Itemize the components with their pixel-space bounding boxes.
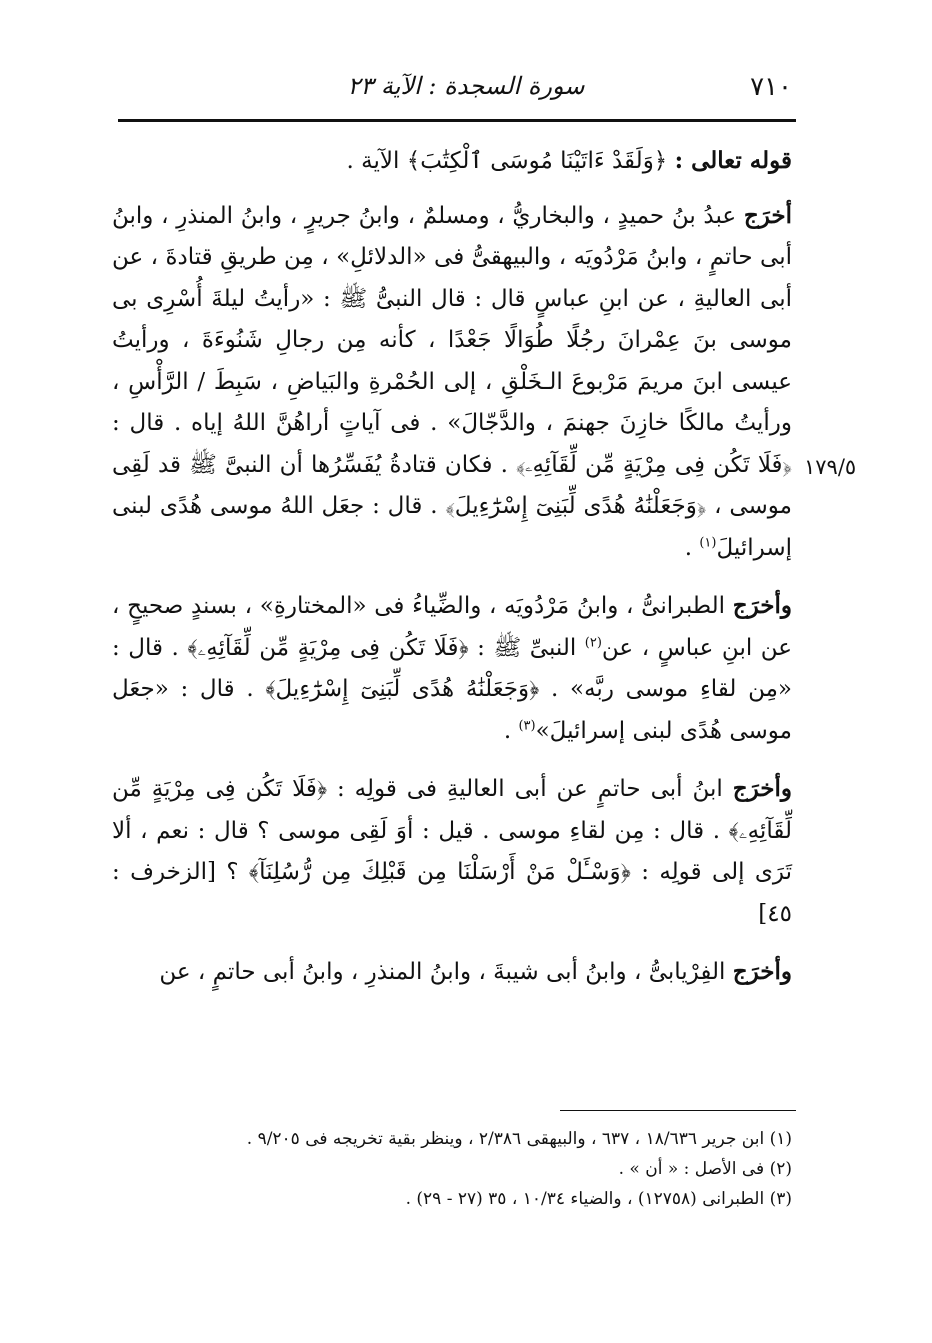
footnote-3: (٣) الطبرانى (١٢٧٥٨) ، والضياء ١٠/٣٤ ، ٣٥ (٢٧ - ٢٩) . xyxy=(405,1189,792,1209)
narration-1 xyxy=(112,195,792,570)
footnote-marker-2: (٢) xyxy=(584,634,602,650)
narration-1-text: عبدُ بنُ حميدٍ ، والبخاريُّ ، ومسلمٌ ، وابنُ جريرٍ ، وابنُ المنذرِ ، وابنُ أبى حاتمٍ ، وابنُ مَرْدُويَه ، والبيهقىُّ فى «الدلائلِ» ، مِن طريقِ قتادةَ ، عن أبى العاليةِ ، عن ابنِ عباسٍ قال : قال النبىُّ ﷺ : «رأيتُ ليلةَ أُسْرِى بى موسى بنَ عِمْرانَ رجُلًا طُوَالًا جَعْدًا ، كأنه مِن رجالِ شَنُوءَةَ ، ورأيتُ عيسى ابنَ مريمَ مَرْبوعَ الـخَلْقِ ، إلى الحُمْرةِ والبَياضِ ، سَبِطَ / الرَّأْسِ ، ورأيتُ مالكًا خازِنَ جهنمَ ، والدَّجّالَ» . فى آياتٍ أراهُنَّ اللهُ إياه . قال : ﴿فَلَا تَكُن فِى مِرْيَةٍ مِّن لِّقَآئِهِۦ﴾ . فكان قتادةُ يُفَسِّرُها أن النبىَّ ﷺ قد لَقِى موسى ، ﴿وَجَعَلْنَٰهُ هُدًى لِّبَنِىٓ إِسْرَٰٓءِيلَ﴾ . قال : جعَل اللهُ موسى هُدًى لبنى إسرائيلَ xyxy=(112,202,792,561)
footnote-marker-1: (١) xyxy=(699,534,717,550)
footnote-marker-3: (٣) xyxy=(518,717,536,733)
page-number: ٧١٠ xyxy=(750,72,792,102)
narration-4 xyxy=(112,951,792,994)
narration-2-end: . xyxy=(503,717,519,744)
narration-2-lead: وأخرَج xyxy=(732,592,792,619)
main-text xyxy=(112,140,792,994)
narration-4-text: الفِرْيابىُّ ، وابنُ أبى شيبةَ ، وابنُ المنذرِ ، وابنُ أبى حاتمٍ ، عن xyxy=(159,959,726,985)
narration-2-text-b: النبىِّ ﷺ : ﴿فَلَا تَكُن فِى مِرْيَةٍ مِّن لِّقَآئِهِۦ﴾ . قال : «مِن لقاءِ موسى ربَّه» . ﴿وَجَعَلْنَٰهُ هُدًى لِّبَنِىٓ إِسْرَٰٓءِيلَ﴾ . قال : «جعَل موسى هُدًى لبنى إسرائيلَ» xyxy=(112,634,792,744)
running-head xyxy=(0,72,932,108)
footnotes xyxy=(112,1124,792,1214)
running-title: سورة السجدة : الآية ٢٣ xyxy=(347,72,585,100)
verse-heading-lead: قوله تعالى : xyxy=(674,147,792,174)
verse-heading xyxy=(112,140,792,183)
narration-1-end: . xyxy=(684,534,700,561)
margin-volume-page-note: ١٧٩/٥ xyxy=(804,455,857,479)
narration-1-lead: أخرَج xyxy=(743,201,792,229)
footnote-2: (٢) فى الأصل : « أن » . xyxy=(618,1159,792,1179)
verse-heading-text: ﴿وَلَقَدْ ءَاتَيْنَا مُوسَى ٱلْكِتَٰبَ﴾ الآية . xyxy=(346,148,668,174)
narration-2 xyxy=(112,585,792,752)
footnote-rule xyxy=(560,1110,796,1111)
header-rule xyxy=(118,119,796,122)
narration-3 xyxy=(112,768,792,935)
narration-2-text-a: الطبرانىُّ ، وابنُ مَرْدُويَه ، والضِّياءُ فى «المختارةِ» ، بسندٍ صحيحٍ ، عن ابنِ عباسٍ ، عن xyxy=(112,593,793,661)
narration-3-text: ابنُ أبى حاتمٍ عن أبى العاليةِ فى قولِه : ﴿فَلَا تَكُن فِى مِرْيَةٍ مِّن لِّقَآئِهِۦ﴾ . قال : مِن لقاءِ موسى . قيل : أوَ لَقِى موسى ؟ قال : نعم ، ألا تَرَى إلى قولِه : ﴿وَسْـَٔلْ مَنْ أَرْسَلْنَا مِن قَبْلِكَ مِن رُّسُلِنَآ﴾ ؟ [الزخرف : ٤٥] xyxy=(112,776,792,927)
footnote-1: (١) ابن جرير ١٨/٦٣٦ ، ٦٣٧ ، والبيهقى ٢/٣٨٦ ، وينظر بقية تخريجه فى ٩/٢٠٥ . xyxy=(246,1129,792,1149)
narration-3-lead: وأخرَج xyxy=(732,775,792,802)
narration-4-lead: وأخرَج xyxy=(732,958,792,985)
